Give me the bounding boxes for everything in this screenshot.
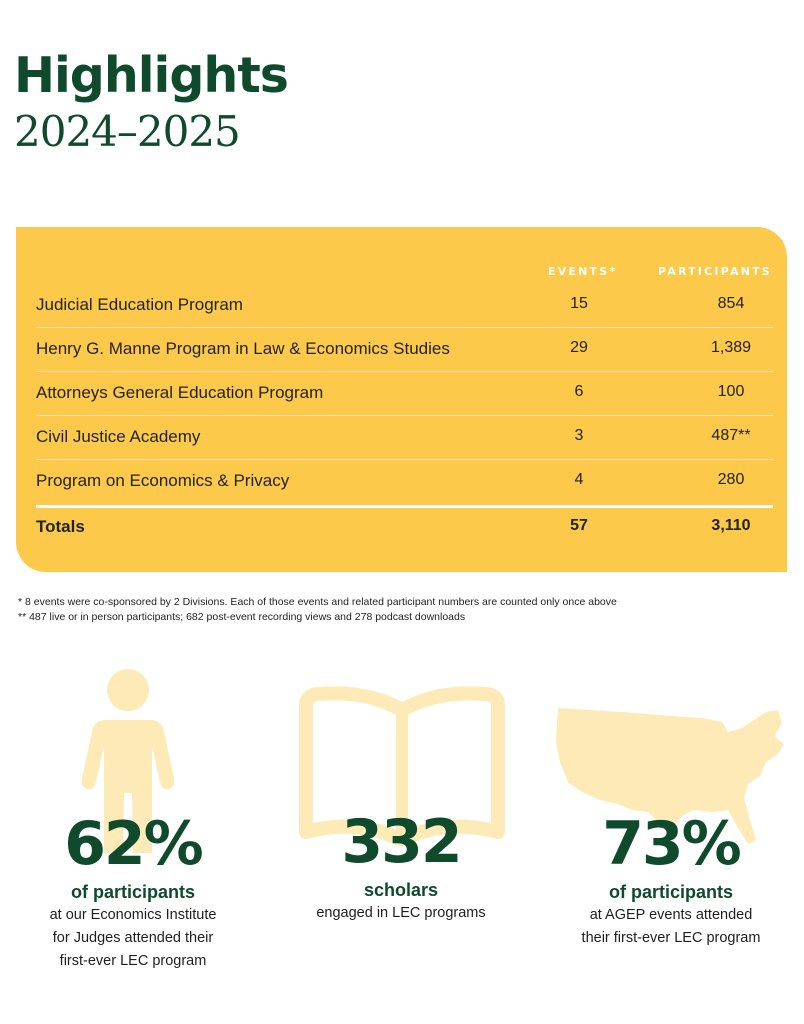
events-value: 29 [570,339,588,356]
stat-desc-line: first-ever LEC program [59,953,207,969]
participants-value: 100 [717,383,745,400]
program-name: Attorneys General Education Program [36,383,324,402]
events-column-header: EVENTS* [548,265,618,278]
stat-value: 332 [341,807,461,877]
stat-desc-line: engaged in LEC programs [316,905,486,921]
stat-desc-line: their first-ever LEC program [581,930,761,946]
events-value: 15 [570,295,588,312]
participants-column-header: PARTICIPANTS [658,265,772,278]
totals-events: 57 [570,517,588,534]
table-row [36,371,773,416]
stat-scholars [276,806,526,925]
stat-desc-line: for Judges attended their [52,930,214,946]
totals-row [36,505,773,552]
stat-value: 73% [602,809,740,879]
program-name: Civil Justice Academy [36,427,201,446]
program-name: Program on Economics & Privacy [36,471,290,490]
participants-value: 487** [711,427,751,444]
highlights-table [16,227,787,572]
stat-desc-line: at AGEP events attended [589,907,753,923]
events-value: 3 [574,427,584,444]
program-name: Judicial Education Program [36,295,243,314]
stat-label: of participants [70,882,195,902]
page-title: Highlights [14,47,288,104]
footnote-events: * 8 events were co-sponsored by 2 Divisions. Each of those events and related participant numbers are counted only once above [18,596,617,608]
events-value: 6 [574,383,584,400]
participants-value: 854 [717,295,745,312]
stat-desc-line: at our Economics Institute [49,907,217,923]
table-row [36,459,773,503]
stat-label: of participants [608,882,733,902]
program-name: Henry G. Manne Program in Law & Economics Studies [36,339,450,358]
table-row [36,327,773,372]
stat-judges-first-program [8,808,258,973]
participants-value: 280 [717,471,745,488]
table-row [36,415,773,460]
page-subtitle: 2024–2025 [14,107,240,156]
stat-agep-first-program [546,808,796,950]
table-row [36,283,773,328]
footnote-participants: ** 487 live or in person participants; 682 post-event recording views and 278 podcast downloads [18,611,466,623]
stat-value: 62% [64,809,202,879]
totals-label: Totals [36,517,85,536]
stat-label: scholars [363,880,439,900]
participants-value: 1,389 [710,339,752,356]
events-value: 4 [574,471,584,488]
totals-participants: 3,110 [711,517,751,534]
